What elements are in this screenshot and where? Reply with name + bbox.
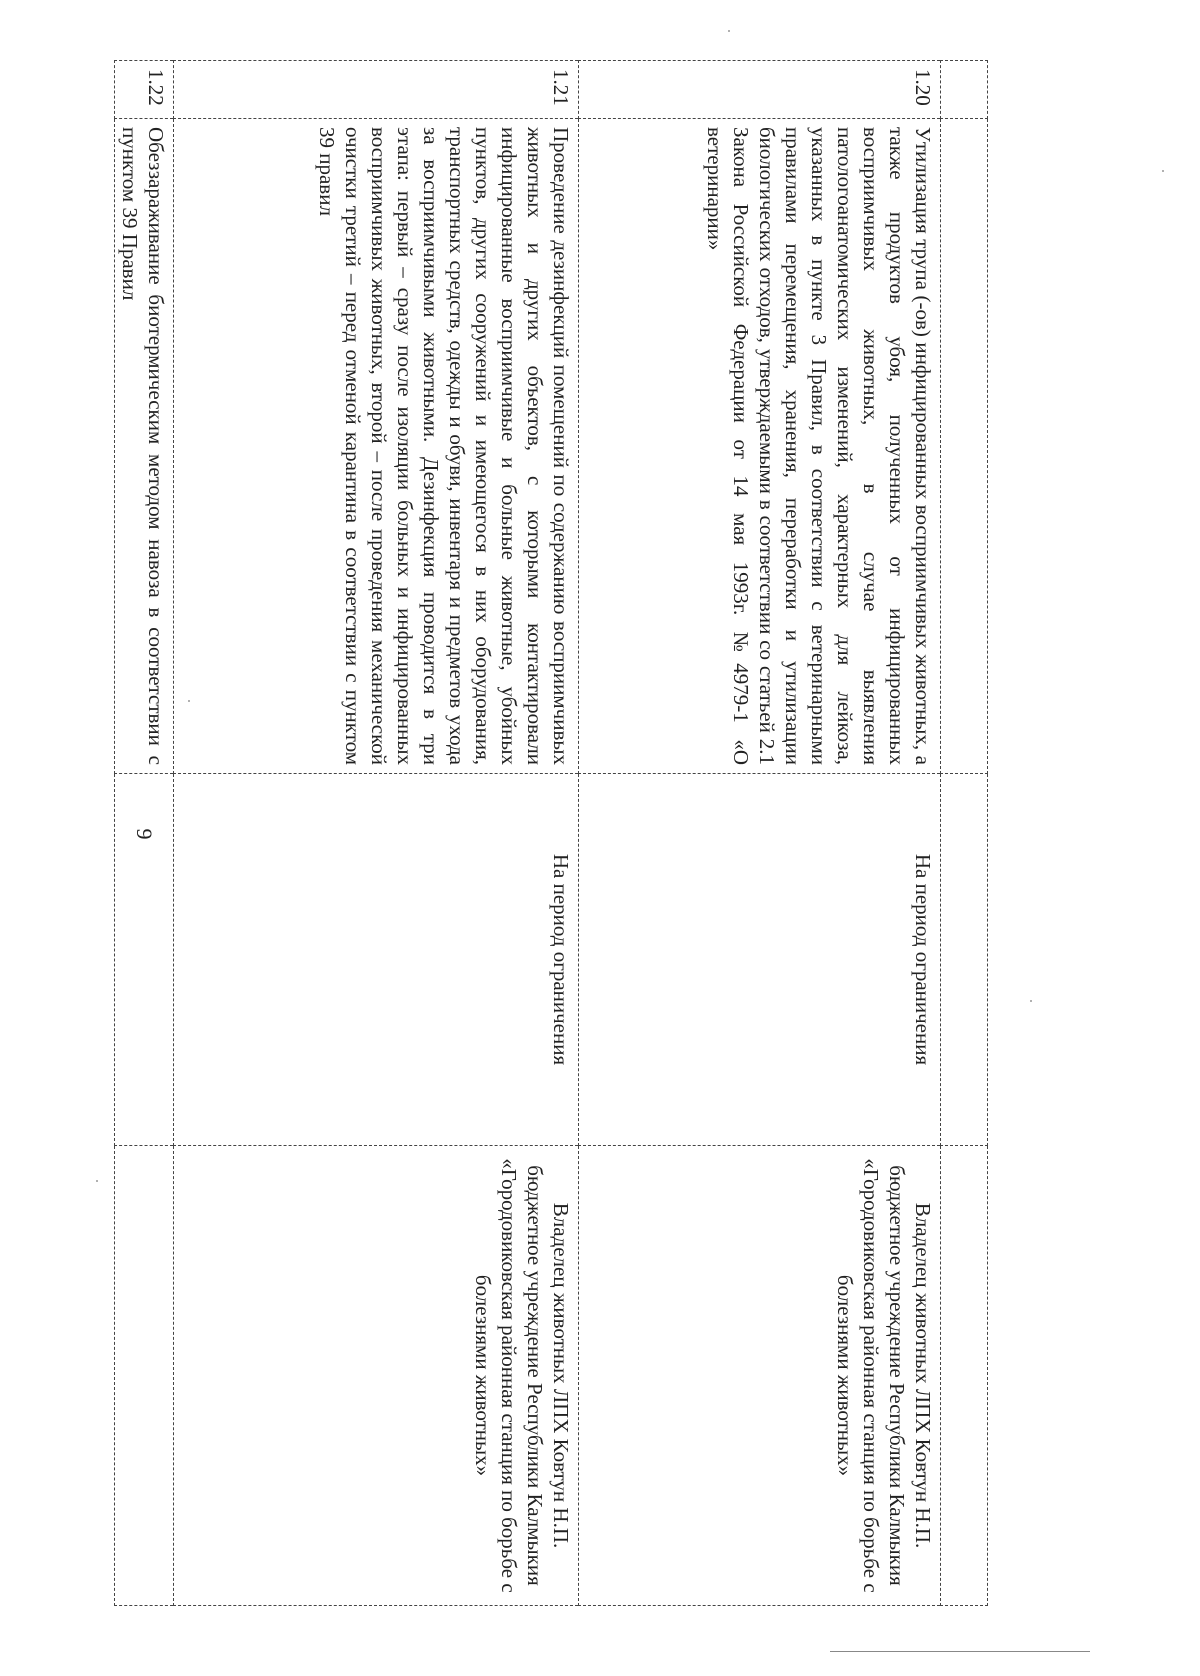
- scan-speck: [1030, 1000, 1032, 1002]
- measure-text: Обеззараживание биотермическим методом навоза в соответствии с пунктом 39 Правил: [115, 119, 174, 774]
- page-number: 9: [132, 828, 157, 840]
- scan-speck: [188, 700, 190, 702]
- rotated-content: [118, 60, 988, 1605]
- table-cell: [941, 774, 988, 1146]
- scan-speck: [728, 30, 730, 32]
- table-row: [579, 61, 941, 1606]
- item-number: 1.22: [115, 61, 174, 119]
- measure-text: Утилизация трупа (-ов) инфицированных восприимчивых животных, а также продуктов убоя, полученных от инфицированных восприимчивых животных, в случае выявления патологоанатомических изменений, характерных для лейкоза, указанных в пункте 3 Правил, в соответствии с ветеринарными правилами перемещения, хранения, переработки и утилизации биологических отходов, утверждаемыми в соответствии со статьей 2.1 Закона Российской Федерации от 14 мая 1993г. №4979-1 «О ветеринарии»: [579, 119, 941, 774]
- table-cell: [941, 119, 988, 774]
- scan-artifact-line: [830, 1651, 1090, 1652]
- scan-speck: [96, 1180, 98, 1182]
- table-row: [941, 61, 988, 1606]
- term-cell: На период ограничения: [579, 774, 941, 1146]
- scan-speck: [1162, 170, 1164, 172]
- measure-text: Проведение дезинфекций помещений по содержанию восприимчивых животных и других объектов, с которыми контактировали инфицированные восприимчивые и больные животные, убойных пунктов, других сооружений и имеющегося в них оборудования, транспортных средств, одежды и обуви, инвентаря и предметов ухода за восприимчивыми животными. Дезинфекция проводится в три этапа: первый – сразу после изоляции больных и инфицированных восприимчивых животных, второй – после проведения механической очистки третий – перед отменой карантина в соответствии с пунктом 39 правил: [174, 119, 579, 774]
- measures-table: [114, 60, 988, 1606]
- term-cell: На период ограничения: [174, 774, 579, 1146]
- item-number: 1.20: [579, 61, 941, 119]
- responsible-cell: Владелец животных ЛПХ Ковтун Н.П. бюджетное учреждение Республики Калмыкия «Городовиковская районная станция по борьбе с болезнями животных»: [579, 1146, 941, 1606]
- table-cell: [941, 61, 988, 119]
- table-cell: [941, 1146, 988, 1606]
- responsible-cell: [115, 1146, 174, 1606]
- table-row: [174, 61, 579, 1606]
- responsible-cell: Владелец животных ЛПХ Ковтун Н.П. бюджетное учреждение Республики Калмыкия «Городовиковская районная станция по борьбе с болезнями животных»: [174, 1146, 579, 1606]
- item-number: 1.21: [174, 61, 579, 119]
